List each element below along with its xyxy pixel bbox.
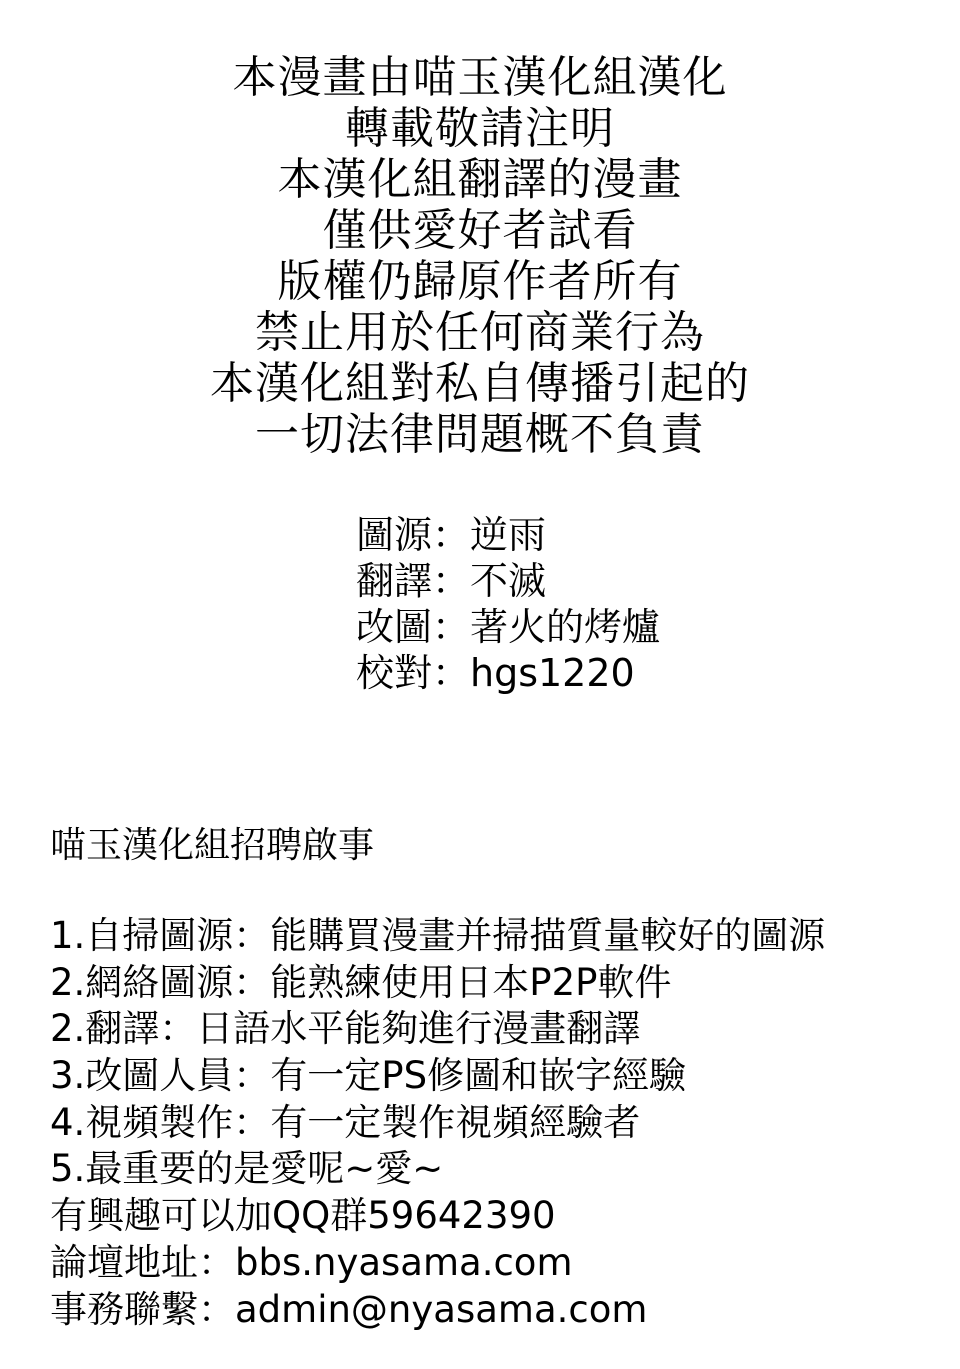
recruitment-item: 4.視頻製作：有一定製作視頻經驗者 [50,1100,641,1144]
notice-line: 本漢化組對私自傳播引起的 [210,358,750,409]
notice-line: 一切法律問題概不負責 [255,409,705,460]
staff-credits [356,512,876,696]
contact-email-line: 事務聯繫：admin@nyasama.com [50,1287,648,1331]
copyright-notice [0,52,960,460]
notice-line: 本漫畫由喵玉漢化組漢化 [232,52,728,103]
credit-editing: 改圖：著火的烤爐 [356,605,661,649]
notice-line: 禁止用於任何商業行為 [255,307,705,358]
recruitment-list [50,913,950,1333]
notice-line: 轉載敬請注明 [345,103,615,154]
recruitment-title: 喵玉漢化組招聘啟事 [50,825,375,866]
recruitment-item: 3.改圖人員：有一定PS修圖和嵌字經驗 [50,1054,687,1098]
recruitment-item: 2.網絡圖源：能熟練使用日本P2P軟件 [50,960,672,1004]
forum-address-line: 論壇地址：bbs.nyasama.com [50,1240,573,1284]
credit-source: 圖源：逆雨 [356,513,547,557]
notice-line: 本漢化組翻譯的漫畫 [277,154,683,205]
credit-translation: 翻譯：不滅 [356,559,547,603]
recruitment-item: 5.最重要的是愛呢~愛~ [50,1147,444,1191]
qq-group-line: 有興趣可以加QQ群59642390 [50,1194,556,1238]
recruitment-item: 1.自掃圖源：能購買漫畫并掃描質量較好的圖源 [50,914,826,957]
notice-line: 僅供愛好者試看 [322,205,638,256]
credit-proofreading: 校對：hgs1220 [356,651,635,695]
recruitment-item: 2.翻譯：日語水平能夠進行漫畫翻譯 [50,1007,641,1051]
notice-line: 版權仍歸原作者所有 [277,256,683,307]
